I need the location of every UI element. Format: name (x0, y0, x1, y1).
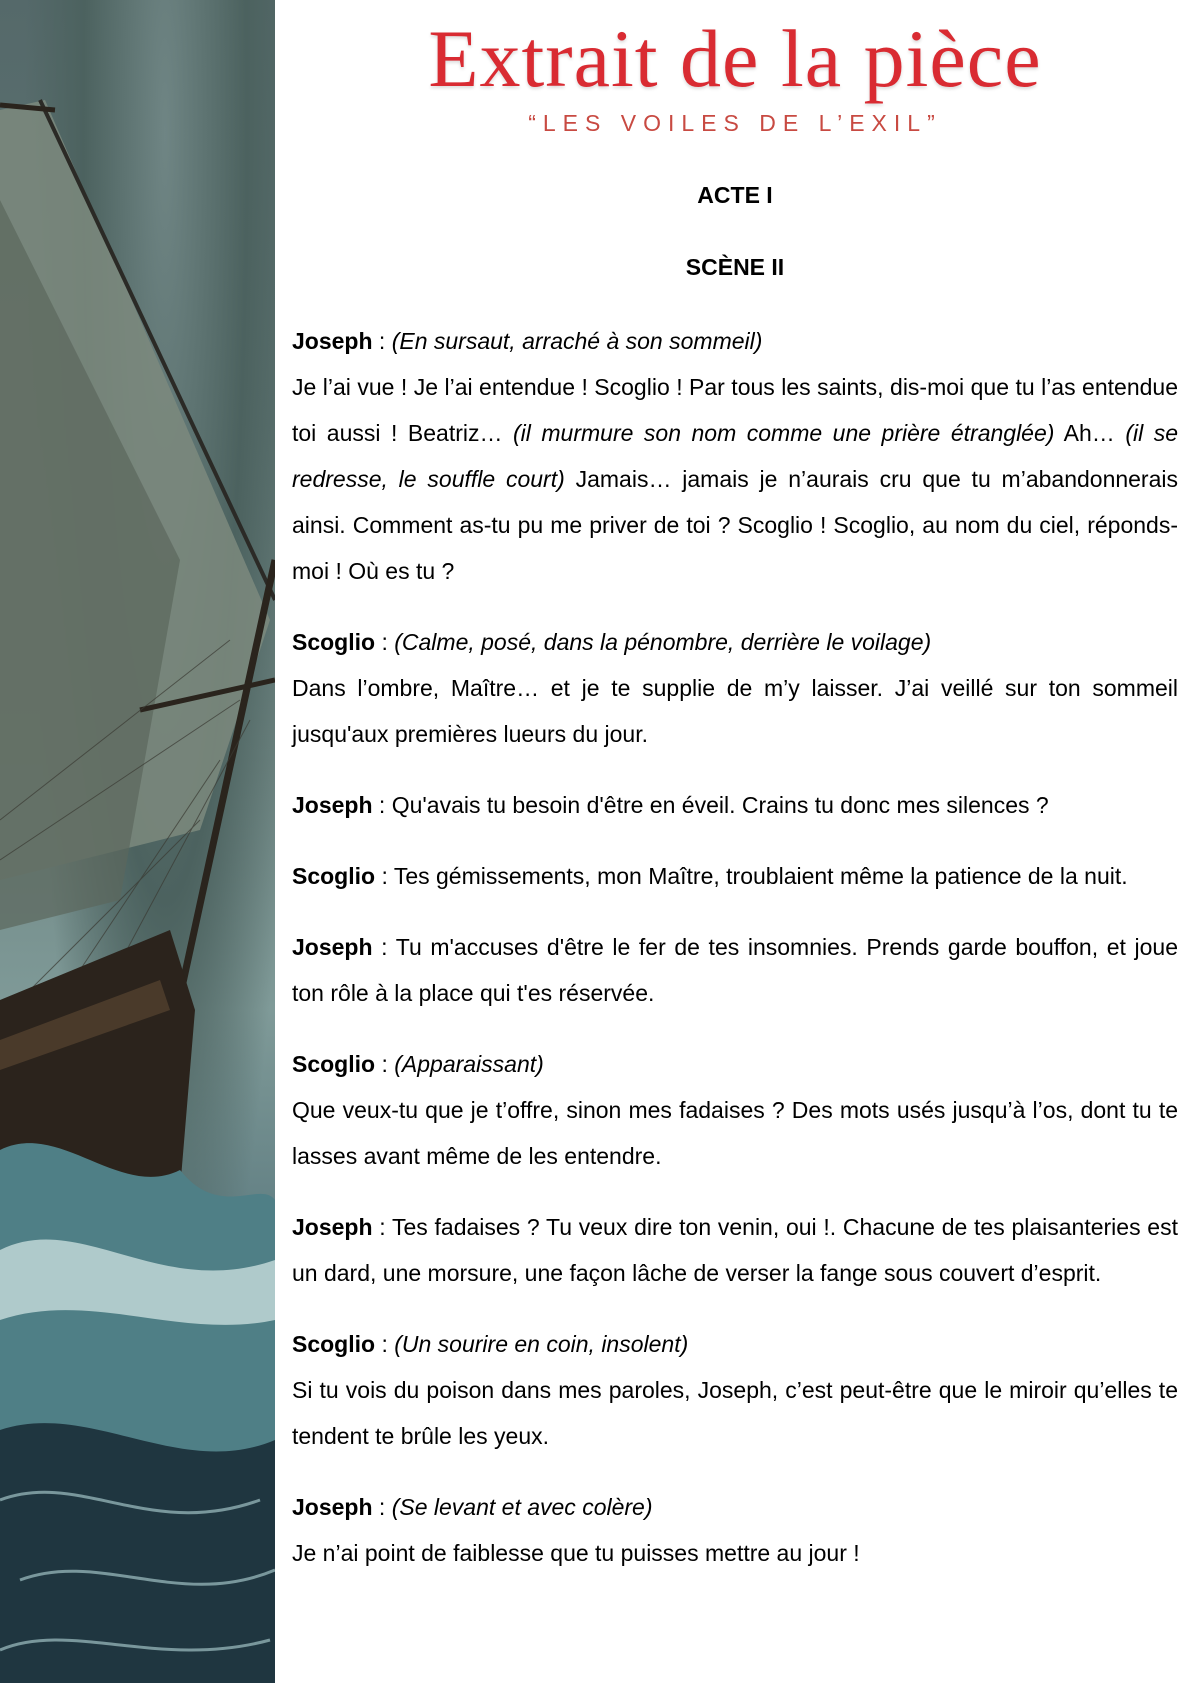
play-subtitle: “LES VOILES DE L’EXIL” (528, 110, 942, 136)
dialogue-line (292, 1204, 1178, 1296)
stage-direction: (il murmure son nom comme une prière étranglée) (513, 420, 1055, 446)
separator: : (372, 934, 396, 960)
dialogue-line (292, 1041, 1178, 1179)
speech-text: Je n’ai point de faiblesse que tu puisses mettre au jour ! (292, 1540, 860, 1566)
speech-text: Si tu vois du poison dans mes paroles, Joseph, c’est peut-être que le miroir qu’elles te tendent te brûle les yeux. (292, 1377, 1178, 1449)
stage-direction: (Se levant et avec colère) (391, 1494, 653, 1520)
speech-text: Jamais… jamais je n’aurais cru que tu m’abandonnerais ainsi. Comment as-tu pu me priver de toi ? Scoglio ! Scoglio, au nom du ciel, réponds-moi ! Où es tu ? (292, 466, 1178, 584)
page-title: Extrait de la pièce (428, 13, 1042, 104)
speaker-name: Scoglio (292, 1331, 376, 1357)
dialogue-line (292, 619, 1178, 757)
dialogue-line (292, 853, 1178, 899)
speech-text: Tes fadaises ? Tu veux dire ton venin, oui !. Chacune de tes plaisanteries est un dard, une morsure, une façon lâche de verser la fange sous couvert d’esprit. (292, 1214, 1178, 1286)
speaker-name: Scoglio (292, 1051, 376, 1077)
speaker-name: Joseph (292, 934, 373, 960)
stage-direction: (il se redresse, le souffle court) (292, 420, 1178, 492)
stage-direction: (En sursaut, arraché à son sommeil) (391, 328, 763, 354)
speaker-name: Joseph (292, 328, 373, 354)
speaker-name: Joseph (292, 792, 373, 818)
separator: : (375, 863, 394, 889)
speaker-name: Joseph (292, 1494, 373, 1520)
dialogue-line (292, 318, 1178, 594)
separator: : (375, 1331, 395, 1357)
speech-text: Que veux-tu que je t’offre, sinon mes fadaises ? Des mots usés jusqu’à l’os, dont tu te lasses avant même de les entendre. (292, 1097, 1178, 1169)
separator: : (372, 328, 392, 354)
stage-direction: (Apparaissant) (394, 1051, 544, 1077)
dialogue-line (292, 1484, 1178, 1576)
separator: : (375, 1051, 395, 1077)
stage-direction: (Un sourire en coin, insolent) (394, 1331, 689, 1357)
speech-text: Tu m'accuses d'être le fer de tes insomnies. Prends garde bouffon, et joue ton rôle à la place qui t'es réservée. (292, 934, 1178, 1006)
dialogue (292, 318, 1178, 1601)
scene-heading: SCÈNE II (685, 254, 785, 280)
speech-text: Dans l’ombre, Maître… et je te supplie de m’y laisser. J’ai veillé sur ton sommeil jusqu'aux premières lueurs du jour. (292, 675, 1178, 747)
stage-direction: (Calme, posé, dans la pénombre, derrière le voilage) (394, 629, 932, 655)
ship-illustration (0, 0, 275, 1683)
speaker-name: Joseph (292, 1214, 373, 1240)
dialogue-line (292, 782, 1178, 828)
speech-text: Ah… (1054, 420, 1126, 446)
speech-text: Qu'avais tu besoin d'être en éveil. Crains tu donc mes silences ? (391, 792, 1049, 818)
speech-text: Je l’ai vue ! Je l’ai entendue ! Scoglio ! Par tous les saints, dis-moi que tu l’as entendue toi aussi ! Beatriz… (292, 374, 1178, 446)
speech-text: Tes gémissements, mon Maître, troublaient même la patience de la nuit. (393, 863, 1128, 889)
speaker-name: Scoglio (292, 629, 376, 655)
speaker-name: Scoglio (292, 863, 376, 889)
act-heading: ACTE I (697, 182, 773, 208)
separator: : (375, 629, 395, 655)
separator: : (372, 1494, 392, 1520)
separator: : (372, 1214, 392, 1240)
dialogue-line (292, 1321, 1178, 1459)
separator: : (372, 792, 392, 818)
dialogue-line (292, 924, 1178, 1016)
